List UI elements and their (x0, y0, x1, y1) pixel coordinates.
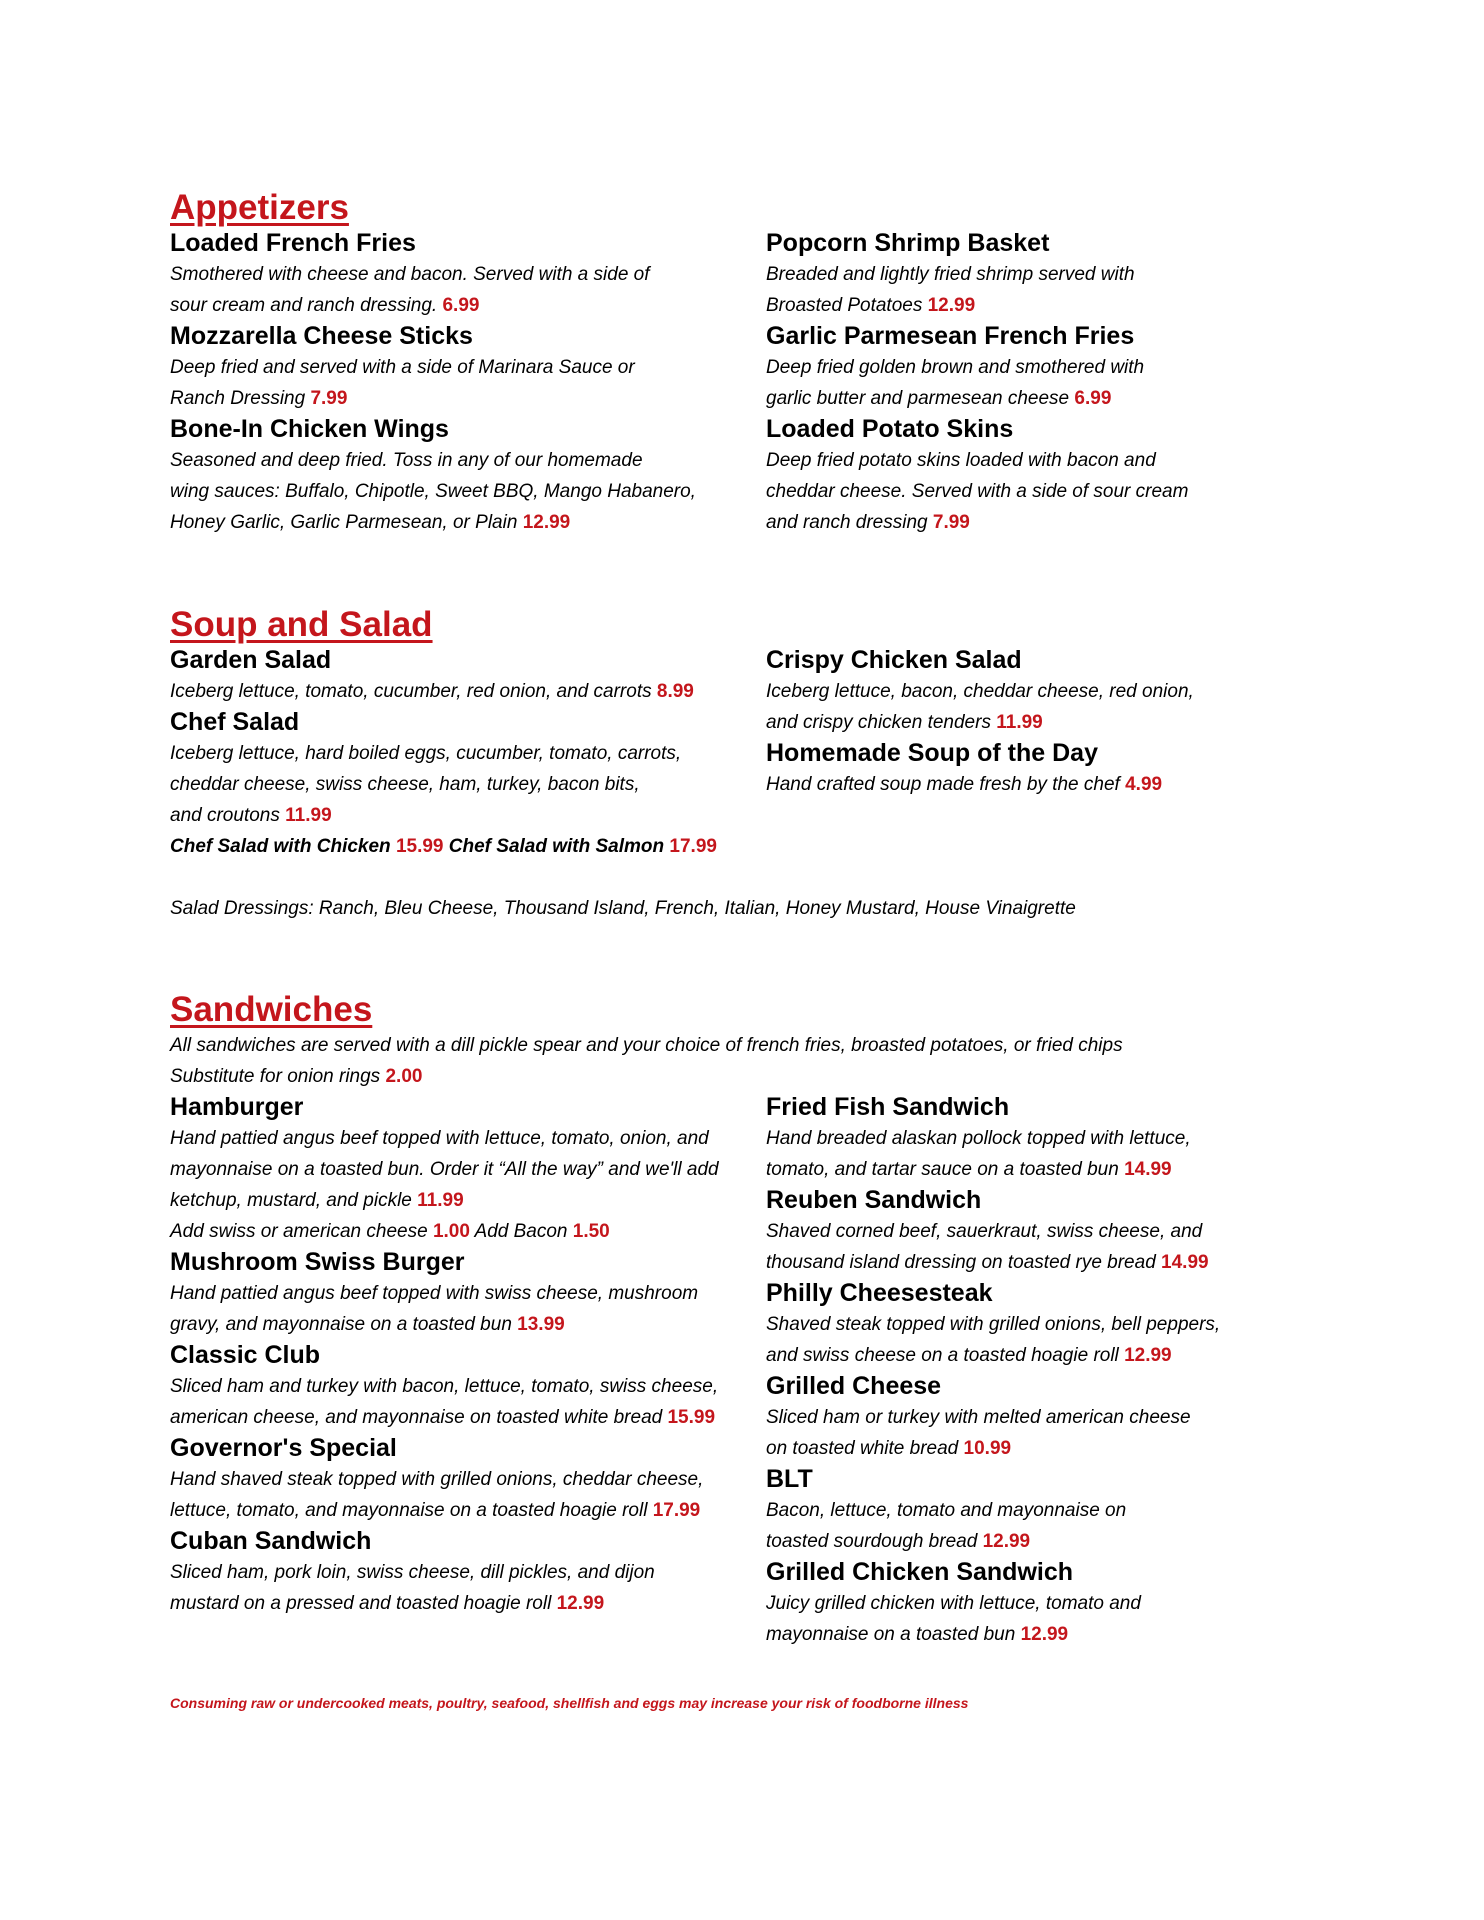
addon-salmon-label: Chef Salad with Salmon (448, 836, 665, 857)
item-price: 7.99 (310, 388, 348, 409)
menu-item-loaded-french-fries (170, 228, 766, 321)
item-price: 11.99 (417, 1190, 464, 1211)
item-name: Garlic Parmesean French Fries (766, 322, 1135, 350)
item-description-text: wing sauces: Buffalo, Chipotle, Sweet BBQ, Mango Habanero, (170, 481, 696, 502)
item-description-line (170, 1402, 766, 1433)
item-name: Grilled Chicken Sandwich (766, 1558, 1074, 1586)
item-price: 7.99 (932, 512, 970, 533)
item-description-text: mayonnaise on a toasted bun (766, 1624, 1016, 1645)
item-price: 12.99 (927, 295, 976, 316)
item-description-line (170, 676, 766, 707)
menu-item-bone-in-chicken-wings (170, 414, 766, 538)
item-price: 4.99 (1125, 774, 1163, 795)
sandwiches-right-column (766, 1092, 1320, 1650)
substitute-price: 2.00 (385, 1066, 423, 1087)
item-description-line (766, 1247, 1320, 1278)
section-title: Appetizers (170, 188, 349, 227)
item-name: Chef Salad (170, 708, 300, 736)
menu-item-hamburger (170, 1092, 766, 1247)
item-price: 12.99 (982, 1531, 1031, 1552)
item-description-text: Shaved steak topped with grilled onions, bell peppers, (766, 1314, 1221, 1335)
item-name: Fried Fish Sandwich (766, 1093, 1010, 1121)
item-description-line (766, 1309, 1320, 1340)
item-description-line (766, 769, 1320, 800)
item-description-line (766, 707, 1320, 738)
item-description-text: Hand shaved steak topped with grilled onions, cheddar cheese, (170, 1469, 704, 1490)
item-description-text: Hand breaded alaskan pollock topped with lettuce, (766, 1128, 1191, 1149)
item-name: Hamburger (170, 1093, 304, 1121)
item-name: Loaded Potato Skins (766, 415, 1014, 443)
item-description-text: Iceberg lettuce, hard boiled eggs, cucumber, tomato, carrots, (170, 743, 682, 764)
item-description-text: and swiss cheese on a toasted hoagie roll (766, 1345, 1119, 1366)
item-price: 11.99 (285, 805, 332, 826)
item-price: 6.99 (1074, 388, 1112, 409)
item-description-line (766, 507, 1320, 538)
item-price: 14.99 (1161, 1252, 1209, 1273)
menu-item-mozzarella-cheese-sticks (170, 321, 766, 414)
item-description-text: toasted sourdough bread (766, 1531, 978, 1552)
item-description-text: tomato, and tartar sauce on a toasted bun (766, 1159, 1119, 1180)
substitute-label: Substitute for onion rings (170, 1066, 381, 1087)
menu-item-chef-salad (170, 707, 766, 831)
item-name: Grilled Cheese (766, 1372, 942, 1400)
addon-cheese-price: 1.00 (432, 1221, 470, 1242)
soup-salad-right-column (766, 645, 1320, 862)
item-description-line (766, 1154, 1320, 1185)
item-description-line (170, 1309, 766, 1340)
item-description-text: gravy, and mayonnaise on a toasted bun (170, 1314, 512, 1335)
item-price: 12.99 (522, 512, 571, 533)
appetizers-left-column (170, 228, 766, 538)
menu-item-cuban-sandwich (170, 1526, 766, 1619)
item-description-line (170, 383, 766, 414)
item-description-line (170, 1588, 766, 1619)
soup-salad-left-items (170, 645, 766, 831)
item-price: 12.99 (1124, 1345, 1172, 1366)
menu-item-crispy-chicken-salad (766, 645, 1320, 738)
item-description-text: ketchup, mustard, and pickle (170, 1190, 412, 1211)
item-description-text: and croutons (170, 805, 280, 826)
item-description-line (170, 290, 766, 321)
item-description-text: Sliced ham or turkey with melted american cheese (766, 1407, 1191, 1428)
item-name: Mushroom Swiss Burger (170, 1248, 465, 1276)
item-description-text: Hand pattied angus beef topped with lettuce, tomato, onion, and (170, 1128, 709, 1149)
item-name: BLT (766, 1465, 813, 1493)
item-description-text: Deep fried potato skins loaded with bacon and (766, 450, 1156, 471)
item-description-line (170, 1123, 766, 1154)
item-description-line (766, 1619, 1320, 1650)
item-description-line (766, 352, 1320, 383)
item-description-text: Bacon, lettuce, tomato and mayonnaise on (766, 1500, 1127, 1521)
item-description-line (170, 1464, 766, 1495)
soup-salad-section (170, 605, 1320, 924)
item-price: 6.99 (442, 295, 480, 316)
item-description-text: and crispy chicken tenders (766, 712, 991, 733)
item-description-line (766, 476, 1320, 507)
menu-item-reuben-sandwich (766, 1185, 1320, 1278)
item-name: Garden Salad (170, 646, 332, 674)
chef-salad-addons (170, 831, 766, 862)
item-description-text: Iceberg lettuce, bacon, cheddar cheese, red onion, (766, 681, 1194, 702)
item-description-line (170, 1557, 766, 1588)
item-description-line (170, 1154, 766, 1185)
item-description-line (766, 1588, 1320, 1619)
item-name: Crispy Chicken Salad (766, 646, 1022, 674)
item-description-text: Seasoned and deep fried. Toss in any of our homemade (170, 450, 643, 471)
item-description-line (170, 800, 766, 831)
item-description-line (170, 1278, 766, 1309)
item-description-line (766, 1340, 1320, 1371)
item-description-text: Honey Garlic, Garlic Parmesean, or Plain (170, 512, 518, 533)
menu-item-philly-cheesesteak (766, 1278, 1320, 1371)
item-description-text: Deep fried and served with a side of Marinara Sauce or (170, 357, 635, 378)
item-name: Bone-In Chicken Wings (170, 415, 449, 443)
item-description-text: sour cream and ranch dressing. (170, 295, 438, 316)
item-price: 10.99 (963, 1438, 1012, 1459)
addon-chicken-label: Chef Salad with Chicken (170, 836, 391, 857)
section-title: Sandwiches (170, 990, 373, 1029)
menu-item-garden-salad (170, 645, 766, 707)
item-description-line (170, 738, 766, 769)
item-description-line (766, 1433, 1320, 1464)
item-description-text: Smothered with cheese and bacon. Served with a side of (170, 264, 650, 285)
item-description-text: cheddar cheese, swiss cheese, ham, turkey, bacon bits, (170, 774, 640, 795)
item-description-text: Hand pattied angus beef topped with swiss cheese, mushroom (170, 1283, 699, 1304)
item-description-line (766, 1402, 1320, 1433)
addon-chicken-price: 15.99 (395, 836, 444, 857)
item-description-text: Deep fried golden brown and smothered with (766, 357, 1145, 378)
item-description-line (170, 259, 766, 290)
item-description-line (170, 1495, 766, 1526)
sandwiches-section (170, 990, 1320, 1650)
item-description-line (170, 1185, 766, 1216)
menu-item-homemade-soup-of-the-day (766, 738, 1320, 800)
item-price: 13.99 (517, 1314, 565, 1335)
item-name: Governor's Special (170, 1434, 397, 1462)
item-description-text: lettuce, tomato, and mayonnaise on a toasted hoagie roll (170, 1500, 648, 1521)
item-description-text: thousand island dressing on toasted rye bread (766, 1252, 1156, 1273)
item-price: 17.99 (652, 1500, 701, 1521)
item-price: 8.99 (656, 681, 694, 702)
item-description-text: and ranch dressing (766, 512, 928, 533)
item-description-line (170, 445, 766, 476)
sandwiches-intro: All sandwiches are served with a dill pickle spear and your choice of french fries, broasted potatoes, or fried chips (170, 1035, 1123, 1056)
item-description-line (766, 1526, 1320, 1557)
menu-item-popcorn-shrimp-basket (766, 228, 1320, 321)
appetizers-section (170, 188, 1320, 538)
item-description-line (170, 476, 766, 507)
menu-item-classic-club (170, 1340, 766, 1433)
item-description-line (766, 1123, 1320, 1154)
item-name: Cuban Sandwich (170, 1527, 372, 1555)
item-price: 12.99 (556, 1593, 605, 1614)
item-description-text: garlic butter and parmesean cheese (766, 388, 1070, 409)
item-description-line (766, 259, 1320, 290)
item-description-text: cheddar cheese. Served with a side of sour cream (766, 481, 1189, 502)
item-price: 12.99 (1020, 1624, 1069, 1645)
item-price: 15.99 (667, 1407, 716, 1428)
appetizers-right-column (766, 228, 1320, 538)
addon-bacon-label: Add Bacon (474, 1221, 568, 1242)
item-price: 11.99 (996, 712, 1043, 733)
item-description-text: Hand crafted soup made fresh by the chef (766, 774, 1120, 795)
menu-item-grilled-cheese (766, 1371, 1320, 1464)
menu-item-fried-fish-sandwich (766, 1092, 1320, 1185)
menu-item-blt (766, 1464, 1320, 1557)
salad-dressings: Salad Dressings: Ranch, Bleu Cheese, Thousand Island, French, Italian, Honey Mustard, House Vinaigrette (170, 898, 1076, 919)
item-description-text: american cheese, and mayonnaise on toasted white bread (170, 1407, 663, 1428)
menu-item-loaded-potato-skins (766, 414, 1320, 538)
item-description-text: Shaved corned beef, sauerkraut, swiss cheese, and (766, 1221, 1203, 1242)
item-description-line (766, 383, 1320, 414)
item-description-text: Juicy grilled chicken with lettuce, tomato and (766, 1593, 1141, 1614)
item-description-text: Broasted Potatoes (766, 295, 923, 316)
item-description-text: Breaded and lightly fried shrimp served with (766, 264, 1135, 285)
item-description-line (766, 1495, 1320, 1526)
item-name: Mozzarella Cheese Sticks (170, 322, 473, 350)
item-description-line (766, 290, 1320, 321)
addon-salmon-price: 17.99 (669, 836, 717, 857)
item-description-line (766, 676, 1320, 707)
item-description-line (766, 445, 1320, 476)
item-description-text: Sliced ham and turkey with bacon, lettuce, tomato, swiss cheese, (170, 1376, 719, 1397)
item-description-line (170, 769, 766, 800)
menu-item-governor-s-special (170, 1433, 766, 1526)
menu-item-mushroom-swiss-burger (170, 1247, 766, 1340)
item-description-text: Sliced ham, pork loin, swiss cheese, dill pickles, and dijon (170, 1562, 655, 1583)
hamburger-addons (170, 1216, 766, 1247)
item-name: Homemade Soup of the Day (766, 739, 1098, 767)
item-name: Popcorn Shrimp Basket (766, 229, 1050, 257)
item-description-line (170, 1371, 766, 1402)
menu-item-garlic-parmesean-french-fries (766, 321, 1320, 414)
menu-item-grilled-chicken-sandwich (766, 1557, 1320, 1650)
food-safety-disclaimer: Consuming raw or undercooked meats, poultry, seafood, shellfish and eggs may increase your risk of foodborne illness (170, 1695, 969, 1711)
item-description-text: on toasted white bread (766, 1438, 959, 1459)
sandwiches-left-column (170, 1092, 766, 1650)
addon-cheese-label: Add swiss or american cheese (170, 1221, 428, 1242)
item-description-text: mustard on a pressed and toasted hoagie roll (170, 1593, 552, 1614)
section-title: Soup and Salad (170, 605, 433, 644)
onion-rings-substitute (170, 1061, 1320, 1092)
item-description-line (170, 352, 766, 383)
item-description-line (766, 1216, 1320, 1247)
item-price: 14.99 (1124, 1159, 1172, 1180)
item-name: Loaded French Fries (170, 229, 416, 257)
item-description-text: mayonnaise on a toasted bun. Order it “All the way” and we'll add (170, 1159, 719, 1180)
soup-salad-left-column (170, 645, 766, 862)
item-description-text: Ranch Dressing (170, 388, 306, 409)
item-description-line (170, 507, 766, 538)
item-name: Reuben Sandwich (766, 1186, 982, 1214)
item-name: Philly Cheesesteak (766, 1279, 993, 1307)
item-name: Classic Club (170, 1341, 321, 1369)
item-description-text: Iceberg lettuce, tomato, cucumber, red onion, and carrots (170, 681, 652, 702)
addon-bacon-price: 1.50 (572, 1221, 610, 1242)
